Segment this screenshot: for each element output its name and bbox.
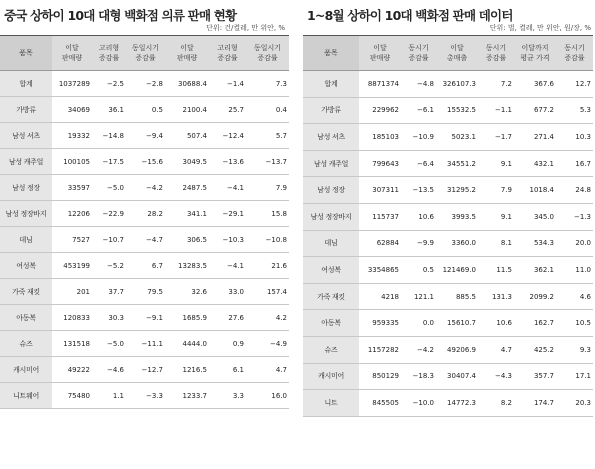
value-cell: 8.2 xyxy=(478,390,514,417)
left-header-text: 판매량 xyxy=(61,54,83,62)
value-cell: −1.7 xyxy=(478,124,514,151)
value-cell: −13.7 xyxy=(246,149,289,175)
table-row xyxy=(0,253,289,279)
value-cell: −22.9 xyxy=(92,201,126,227)
value-cell: 5.3 xyxy=(556,97,593,124)
right-header-text: 동시기 xyxy=(408,44,429,52)
category-cell: 아동복 xyxy=(0,305,52,331)
value-cell: 15.8 xyxy=(246,201,289,227)
right-header-text: 동시기 xyxy=(485,44,507,52)
value-cell: 34551.2 xyxy=(436,150,478,177)
value-cell: 8.1 xyxy=(478,230,514,257)
value-cell: −4.8 xyxy=(401,71,436,98)
value-cell: 21.6 xyxy=(246,253,289,279)
value-cell: 162.7 xyxy=(514,310,556,337)
value-cell: 7527 xyxy=(52,227,92,253)
value-cell: −14.8 xyxy=(92,123,126,149)
value-cell: 1157282 xyxy=(359,336,401,363)
value-cell: 131518 xyxy=(52,331,92,357)
table-row xyxy=(303,124,593,151)
value-cell: −4.7 xyxy=(126,227,165,253)
value-cell: −1.1 xyxy=(478,97,514,124)
value-cell: −4.1 xyxy=(209,175,246,201)
value-cell: 845505 xyxy=(359,390,401,417)
value-cell: 1216.5 xyxy=(165,357,209,383)
left-header-text: 동일시기 xyxy=(253,44,282,52)
table-row xyxy=(303,283,593,310)
right-header-row xyxy=(303,36,593,71)
value-cell: 100105 xyxy=(52,149,92,175)
value-cell: 120833 xyxy=(52,305,92,331)
table-row xyxy=(0,305,289,331)
value-cell: 4218 xyxy=(359,283,401,310)
value-cell: 4.7 xyxy=(246,357,289,383)
value-cell: 20.3 xyxy=(556,390,593,417)
value-cell: 3360.0 xyxy=(436,230,478,257)
left-header-cell xyxy=(246,36,289,71)
right-data-table xyxy=(303,35,593,417)
right-unit-note: 단위: 벌, 켤레, 만 위안, 원/장, % xyxy=(489,24,591,32)
value-cell: −2.5 xyxy=(92,71,126,97)
right-header-cell xyxy=(401,36,436,71)
category-cell: 슈즈 xyxy=(0,331,52,357)
value-cell: 3354865 xyxy=(359,257,401,284)
value-cell: 362.1 xyxy=(514,257,556,284)
value-cell: 1233.7 xyxy=(165,383,209,409)
table-row xyxy=(303,150,593,177)
value-cell: −12.4 xyxy=(209,123,246,149)
category-cell: 캐시미어 xyxy=(0,357,52,383)
value-cell: 27.6 xyxy=(209,305,246,331)
category-cell: 캐시미어 xyxy=(303,363,359,390)
value-cell: 32.6 xyxy=(165,279,209,305)
value-cell: 5.7 xyxy=(246,123,289,149)
category-cell: 가죽 재킷 xyxy=(303,283,359,310)
value-cell: 357.7 xyxy=(514,363,556,390)
left-header-text: 품목 xyxy=(19,49,33,57)
category-cell: 합계 xyxy=(303,71,359,98)
value-cell: 1018.4 xyxy=(514,177,556,204)
value-cell: 432.1 xyxy=(514,150,556,177)
value-cell: −10.9 xyxy=(401,124,436,151)
right-header-text: 이달까지 xyxy=(521,44,549,52)
table-row xyxy=(0,227,289,253)
value-cell: 201 xyxy=(52,279,92,305)
right-header-cell xyxy=(303,36,359,71)
value-cell: 28.2 xyxy=(126,201,165,227)
table-row xyxy=(0,383,289,409)
category-cell: 니트웨어 xyxy=(0,383,52,409)
value-cell: 49222 xyxy=(52,357,92,383)
value-cell: −9.1 xyxy=(126,305,165,331)
table-row xyxy=(303,363,593,390)
right-header-text: 동시기 xyxy=(564,44,585,52)
value-cell: 425.2 xyxy=(514,336,556,363)
category-cell: 니트 xyxy=(303,390,359,417)
value-cell: −10.8 xyxy=(246,227,289,253)
value-cell: −4.2 xyxy=(401,336,436,363)
value-cell: −18.3 xyxy=(401,363,436,390)
category-cell: 데님 xyxy=(303,230,359,257)
value-cell: 2487.5 xyxy=(165,175,209,201)
value-cell: −10.3 xyxy=(209,227,246,253)
value-cell: 4.7 xyxy=(478,336,514,363)
right-header-cell xyxy=(556,36,593,71)
left-header-cell xyxy=(165,36,209,71)
right-title: 1~8월 상하이 10대 백화점 판매 데이터 xyxy=(307,8,513,23)
value-cell: 0.5 xyxy=(126,97,165,123)
value-cell: 30688.4 xyxy=(165,71,209,97)
value-cell: 9.1 xyxy=(478,150,514,177)
left-title: 중국 상하이 10대 대형 백화점 의류 판매 현황 xyxy=(4,8,237,23)
left-header-text: 증감률 xyxy=(135,54,156,62)
category-cell: 남성 셔츠 xyxy=(303,124,359,151)
value-cell: −15.6 xyxy=(126,149,165,175)
value-cell: 326107.3 xyxy=(436,71,478,98)
table-row xyxy=(303,97,593,124)
right-header-text: 판매량 xyxy=(369,54,391,62)
value-cell: 24.8 xyxy=(556,177,593,204)
left-header-cell xyxy=(126,36,165,71)
value-cell: −4.9 xyxy=(246,331,289,357)
value-cell: −5.2 xyxy=(92,253,126,279)
category-cell: 남성 캐주얼 xyxy=(0,149,52,175)
value-cell: 307311 xyxy=(359,177,401,204)
right-header-cell xyxy=(514,36,556,71)
category-cell: 슈즈 xyxy=(303,336,359,363)
value-cell: −29.1 xyxy=(209,201,246,227)
left-unit-note: 단위: 건/켤레, 만 위안, % xyxy=(206,24,285,32)
value-cell: 4.6 xyxy=(556,283,593,310)
value-cell: 30.3 xyxy=(92,305,126,331)
right-header-text: 증감률 xyxy=(564,54,585,62)
left-header-text: 판매량 xyxy=(176,54,198,62)
value-cell: 11.0 xyxy=(556,257,593,284)
value-cell: 1037289 xyxy=(52,71,92,97)
value-cell: 229962 xyxy=(359,97,401,124)
category-cell: 남성 정장 xyxy=(0,175,52,201)
right-header-cell xyxy=(436,36,478,71)
value-cell: 677.2 xyxy=(514,97,556,124)
value-cell: 7.9 xyxy=(478,177,514,204)
left-header-text: 고리형 xyxy=(217,44,238,52)
value-cell: 7.3 xyxy=(246,71,289,97)
value-cell: 10.3 xyxy=(556,124,593,151)
value-cell: 33.0 xyxy=(209,279,246,305)
value-cell: 9.1 xyxy=(478,203,514,230)
value-cell: 15532.5 xyxy=(436,97,478,124)
value-cell: −12.7 xyxy=(126,357,165,383)
value-cell: 62884 xyxy=(359,230,401,257)
value-cell: 75480 xyxy=(52,383,92,409)
table-row xyxy=(0,201,289,227)
value-cell: 20.0 xyxy=(556,230,593,257)
left-header-text: 증감률 xyxy=(217,54,238,62)
value-cell: 79.5 xyxy=(126,279,165,305)
value-cell: 34069 xyxy=(52,97,92,123)
table-row xyxy=(303,257,593,284)
value-cell: −3.3 xyxy=(126,383,165,409)
table-row xyxy=(303,310,593,337)
right-header-text: 이달 xyxy=(450,44,464,52)
value-cell: 8871374 xyxy=(359,71,401,98)
value-cell: 13283.5 xyxy=(165,253,209,279)
value-cell: −4.3 xyxy=(478,363,514,390)
value-cell: 345.0 xyxy=(514,203,556,230)
category-cell: 남성 정장 xyxy=(303,177,359,204)
category-cell: 합계 xyxy=(0,71,52,97)
left-header-cell xyxy=(92,36,126,71)
table-row xyxy=(0,123,289,149)
value-cell: 10.5 xyxy=(556,310,593,337)
value-cell: −11.1 xyxy=(126,331,165,357)
right-header-text: 품목 xyxy=(324,49,338,57)
right-header-text: 증감률 xyxy=(408,54,429,62)
table-row xyxy=(0,175,289,201)
value-cell: 115737 xyxy=(359,203,401,230)
value-cell: 1.1 xyxy=(92,383,126,409)
value-cell: −6.4 xyxy=(401,150,436,177)
value-cell: 10.6 xyxy=(478,310,514,337)
value-cell: −5.0 xyxy=(92,331,126,357)
value-cell: 121469.0 xyxy=(436,257,478,284)
value-cell: 3049.5 xyxy=(165,149,209,175)
value-cell: 31295.2 xyxy=(436,177,478,204)
value-cell: −10.7 xyxy=(92,227,126,253)
value-cell: 6.7 xyxy=(126,253,165,279)
right-header-text: 이달 xyxy=(373,44,387,52)
left-table-body xyxy=(0,71,289,409)
table-row xyxy=(0,357,289,383)
right-header-text: 총매출 xyxy=(446,54,468,62)
value-cell: −13.6 xyxy=(209,149,246,175)
right-header-text: 증감률 xyxy=(485,54,507,62)
value-cell: 30407.4 xyxy=(436,363,478,390)
value-cell: 850129 xyxy=(359,363,401,390)
left-data-table xyxy=(0,35,289,409)
value-cell: 7.2 xyxy=(478,71,514,98)
value-cell: −4.6 xyxy=(92,357,126,383)
value-cell: −10.0 xyxy=(401,390,436,417)
value-cell: −1.4 xyxy=(209,71,246,97)
value-cell: 7.9 xyxy=(246,175,289,201)
value-cell: 131.3 xyxy=(478,283,514,310)
value-cell: 2099.2 xyxy=(514,283,556,310)
value-cell: 341.1 xyxy=(165,201,209,227)
left-header-text: 증감률 xyxy=(98,54,120,62)
value-cell: 33597 xyxy=(52,175,92,201)
value-cell: 1685.9 xyxy=(165,305,209,331)
category-cell: 가죽 재킷 xyxy=(0,279,52,305)
value-cell: 16.0 xyxy=(246,383,289,409)
value-cell: 0.4 xyxy=(246,97,289,123)
value-cell: 37.7 xyxy=(92,279,126,305)
value-cell: 19332 xyxy=(52,123,92,149)
value-cell: 2100.4 xyxy=(165,97,209,123)
value-cell: 49206.9 xyxy=(436,336,478,363)
category-cell: 여성복 xyxy=(0,253,52,279)
value-cell: 14772.3 xyxy=(436,390,478,417)
value-cell: 0.9 xyxy=(209,331,246,357)
table-row xyxy=(303,336,593,363)
left-header-text: 고리형 xyxy=(98,44,120,52)
right-table-body xyxy=(303,71,593,417)
value-cell: 6.1 xyxy=(209,357,246,383)
value-cell: −5.0 xyxy=(92,175,126,201)
value-cell: 5023.1 xyxy=(436,124,478,151)
left-header-cell xyxy=(52,36,92,71)
category-cell: 남성 정장바지 xyxy=(303,203,359,230)
value-cell: 3993.5 xyxy=(436,203,478,230)
table-row xyxy=(303,203,593,230)
value-cell: 507.4 xyxy=(165,123,209,149)
left-header-cell xyxy=(209,36,246,71)
value-cell: 9.3 xyxy=(556,336,593,363)
value-cell: 3.3 xyxy=(209,383,246,409)
value-cell: 799643 xyxy=(359,150,401,177)
table-row xyxy=(303,71,593,98)
value-cell: −6.1 xyxy=(401,97,436,124)
value-cell: 4.2 xyxy=(246,305,289,331)
value-cell: 367.6 xyxy=(514,71,556,98)
category-cell: 아동복 xyxy=(303,310,359,337)
value-cell: 306.5 xyxy=(165,227,209,253)
table-row xyxy=(303,390,593,417)
table-row xyxy=(0,279,289,305)
table-row xyxy=(303,230,593,257)
value-cell: 157.4 xyxy=(246,279,289,305)
right-header-cell xyxy=(359,36,401,71)
value-cell: 12206 xyxy=(52,201,92,227)
category-cell: 남성 캐주얼 xyxy=(303,150,359,177)
value-cell: 174.7 xyxy=(514,390,556,417)
value-cell: 10.6 xyxy=(401,203,436,230)
value-cell: −2.8 xyxy=(126,71,165,97)
value-cell: 36.1 xyxy=(92,97,126,123)
value-cell: −17.5 xyxy=(92,149,126,175)
value-cell: 16.7 xyxy=(556,150,593,177)
value-cell: 0.5 xyxy=(401,257,436,284)
left-header-cell xyxy=(0,36,52,71)
table-row xyxy=(303,177,593,204)
category-cell: 가방류 xyxy=(303,97,359,124)
right-header-text: 평균 가격 xyxy=(520,54,550,62)
category-cell: 가방류 xyxy=(0,97,52,123)
value-cell: −9.9 xyxy=(401,230,436,257)
value-cell: 12.7 xyxy=(556,71,593,98)
value-cell: 534.3 xyxy=(514,230,556,257)
value-cell: −4.1 xyxy=(209,253,246,279)
value-cell: 271.4 xyxy=(514,124,556,151)
category-cell: 남성 정장바지 xyxy=(0,201,52,227)
table-row xyxy=(0,149,289,175)
value-cell: 25.7 xyxy=(209,97,246,123)
value-cell: −9.4 xyxy=(126,123,165,149)
value-cell: 453199 xyxy=(52,253,92,279)
value-cell: 185103 xyxy=(359,124,401,151)
category-cell: 여성복 xyxy=(303,257,359,284)
value-cell: 11.5 xyxy=(478,257,514,284)
left-header-row xyxy=(0,36,289,71)
right-header-cell xyxy=(478,36,514,71)
category-cell: 남성 셔츠 xyxy=(0,123,52,149)
table-row xyxy=(0,97,289,123)
left-header-text: 증감률 xyxy=(257,54,278,62)
left-header-text: 이달 xyxy=(180,44,194,52)
left-header-text: 동일시기 xyxy=(131,44,160,52)
value-cell: 15610.7 xyxy=(436,310,478,337)
left-header-text: 이달 xyxy=(65,44,79,52)
table-row xyxy=(0,331,289,357)
value-cell: −1.3 xyxy=(556,203,593,230)
value-cell: 4444.0 xyxy=(165,331,209,357)
value-cell: 121.1 xyxy=(401,283,436,310)
value-cell: 959335 xyxy=(359,310,401,337)
table-row xyxy=(0,71,289,97)
value-cell: −4.2 xyxy=(126,175,165,201)
value-cell: −13.5 xyxy=(401,177,436,204)
value-cell: 0.0 xyxy=(401,310,436,337)
value-cell: 17.1 xyxy=(556,363,593,390)
category-cell: 데님 xyxy=(0,227,52,253)
value-cell: 885.5 xyxy=(436,283,478,310)
